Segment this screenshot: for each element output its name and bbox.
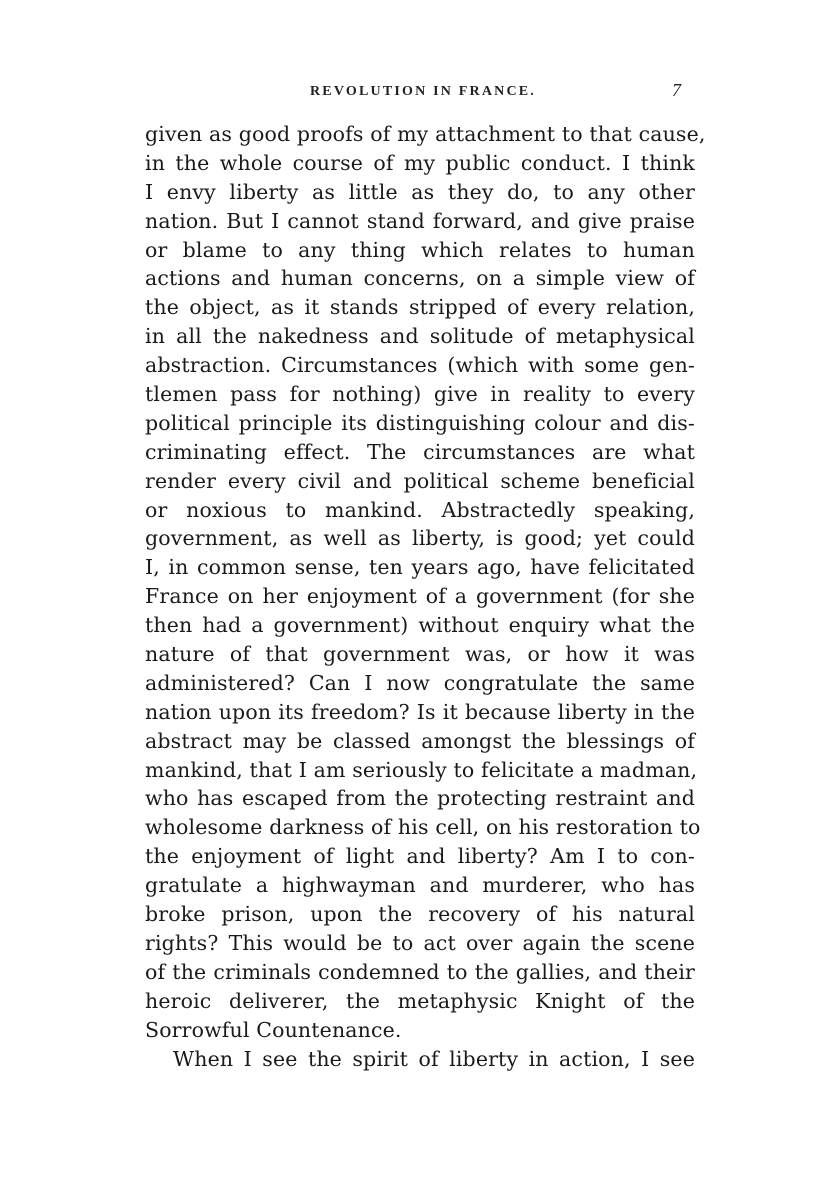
text-line: who has escaped from the protecting restraint and <box>145 786 695 811</box>
text-line: the enjoyment of light and liberty? Am I to con- <box>145 844 695 869</box>
text-line: in all the nakedness and solitude of metaphysical <box>145 324 695 349</box>
body-text <box>145 120 706 1073</box>
text-line: tlemen pass for nothing) give in reality to every <box>145 382 695 407</box>
text-line: nature of that government was, or how it was <box>145 642 695 667</box>
text-line: nation upon its freedom? Is it because liberty in the <box>145 699 695 724</box>
text-line: wholesome darkness of his cell, on his restoration to <box>145 815 701 840</box>
text-line: nation. But I cannot stand forward, and give praise <box>145 208 695 233</box>
text-line: administered? Can I now congratulate the same <box>145 670 695 695</box>
text-line: France on her enjoyment of a government (for she <box>145 584 695 609</box>
text-line: given as good proofs of my attachment to that cause, <box>145 122 706 146</box>
running-head: REVOLUTION IN FRANCE. <box>310 84 536 99</box>
text-line: broke prison, upon the recovery of his natural <box>145 902 695 927</box>
text-line: render every civil and political scheme beneficial <box>145 468 695 493</box>
text-line: gratulate a highwayman and murderer, who has <box>145 873 695 898</box>
text-line: abstract may be classed amongst the blessings of <box>145 728 695 753</box>
text-line: political principle its distinguishing colour and dis- <box>145 410 695 435</box>
paragraph-start-line: When I see the spirit of liberty in action, I see <box>173 1046 695 1071</box>
text-line: criminating effect. The circumstances are what <box>145 439 695 464</box>
text-line: heroic deliverer, the metaphysic Knight of the <box>145 988 695 1013</box>
text-line: abstraction. Circumstances (which with some gen- <box>145 353 695 378</box>
text-line: of the criminals condemned to the gallies, and their <box>145 959 695 984</box>
text-line: government, as well as liberty, is good; yet could <box>145 526 695 551</box>
text-line: or noxious to mankind. Abstractedly speaking, <box>145 497 695 522</box>
text-line: the object, as it stands stripped of every relation, <box>145 295 695 320</box>
text-line: rights? This would be to act over again the scene <box>145 930 695 955</box>
text-line: actions and human concerns, on a simple view of <box>145 266 695 291</box>
text-line: then had a government) without enquiry what the <box>145 613 695 638</box>
text-line: mankind, that I am seriously to felicitate a madman, <box>145 757 698 782</box>
paragraph-end-line: Sorrowful Countenance. <box>145 1017 402 1042</box>
page-number: 7 <box>672 80 681 100</box>
text-line: I, in common sense, ten years ago, have felicitated <box>145 555 695 580</box>
text-line: in the whole course of my public conduct. I think <box>145 150 695 175</box>
text-line: I envy liberty as little as they do, to any other <box>145 179 695 204</box>
text-line: or blame to any thing which relates to human <box>145 237 695 262</box>
